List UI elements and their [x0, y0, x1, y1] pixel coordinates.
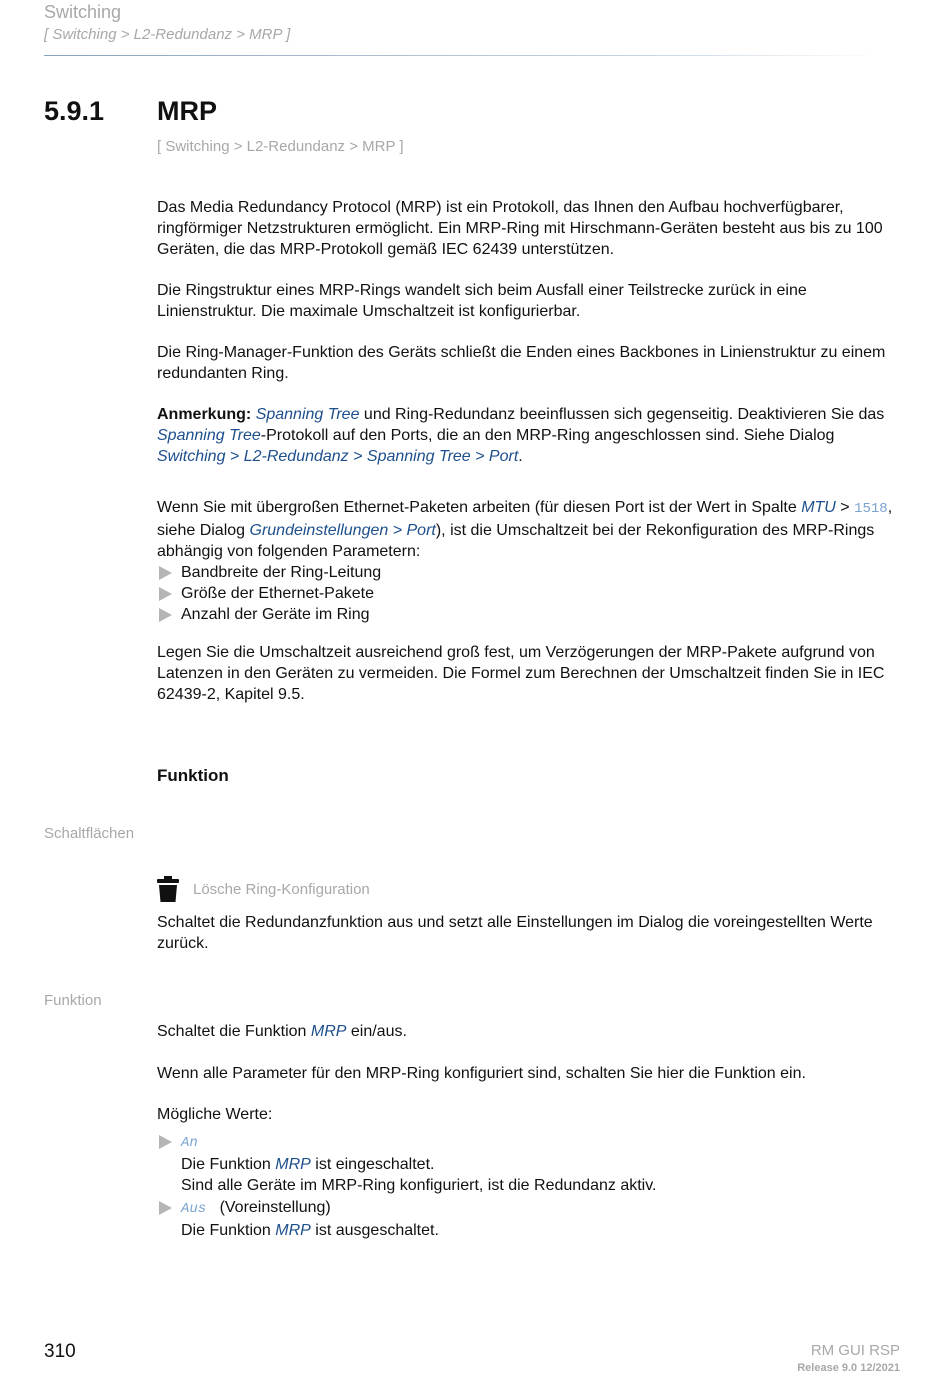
mrp-link[interactable]: MRP: [310, 1023, 347, 1040]
buttons-side-label: Schaltflächen: [44, 825, 135, 842]
option-aus-text-b: ist ausgeschaltet.: [310, 1222, 439, 1239]
option-aus-text-a: Die Funktion: [181, 1222, 276, 1239]
note-text-3: .: [518, 448, 523, 465]
note-paragraph: [157, 404, 907, 467]
list-item: [157, 1131, 907, 1196]
timing-paragraph: Legen Sie die Umschaltzeit ausreichend groß fest, um Verzögerungen der MRP-Pakete aufgrund von Latenzen in den Geräten zu vermeiden. Die Formel zum Berechnen der Umschaltzeit finden Sie in IEC 62439-2, Kapitel 9.5.: [157, 644, 885, 703]
list-item-text: Anzahl der Geräte im Ring: [181, 606, 370, 623]
mtu-value: 1518: [854, 501, 888, 517]
grundeinstellungen-port-link[interactable]: Grundeinstellungen > Port: [249, 522, 436, 539]
option-aus: [157, 1197, 907, 1241]
jumbo-text-4: ), ist die Umschaltzeit bei der Rekonfiguration des MRP-Rings abhängig von folgenden Parametern:: [157, 522, 875, 560]
delete-description: Schaltet die Redundanzfunktion aus und setzt alle Einstellungen im Dialog die voreingestellten Werte zurück.: [157, 914, 873, 952]
running-header-title: Switching: [44, 2, 122, 22]
footer-doc-name: RM GUI RSP: [810, 1342, 900, 1359]
delete-ring-config-label: Lösche Ring-Konfiguration: [193, 880, 370, 898]
option-value-aus: Aus: [181, 1201, 207, 1217]
mrp-link[interactable]: MRP: [275, 1222, 311, 1239]
section-title: MRP: [157, 96, 217, 126]
option-aus-default: (Voreinstellung): [219, 1199, 331, 1216]
note-text-1: und Ring-Redundanz beeinflussen sich gegenseitig. Deaktivieren Sie das: [359, 406, 885, 423]
footer-release: Release 9.0 12/2021: [797, 1362, 900, 1374]
mtu-link[interactable]: MTU: [801, 499, 836, 516]
mrp-link[interactable]: MRP: [275, 1156, 311, 1173]
header-divider: [44, 55, 884, 56]
note-label: Anmerkung:: [157, 406, 252, 423]
funktion-heading: Funktion: [157, 766, 229, 785]
page-number: 310: [44, 1341, 76, 1362]
bullet-triangle-icon: [159, 587, 172, 601]
spanning-tree-link[interactable]: Spanning Tree: [255, 406, 360, 423]
intro-paragraph-3: Die Ring-Manager-Funktion des Geräts schließt die Enden eines Backbones in Linienstruktur zu einem redundanten Ring.: [157, 344, 886, 382]
funktion-paragraph-2: Wenn alle Parameter für den MRP-Ring konfiguriert sind, schalten Sie hier die Funktion ein.: [157, 1065, 806, 1082]
jumbo-text-2: >: [835, 499, 855, 516]
bullet-triangle-icon: [159, 566, 172, 580]
intro-paragraph-2: Die Ringstruktur eines MRP-Rings wandelt sich beim Ausfall einer Teilstrecke zurück in eine Linienstruktur. Die maximale Umschaltzeit ist konfigurierbar.: [157, 282, 807, 320]
list-item-text: Bandbreite der Ring-Leitung: [181, 564, 382, 581]
funktion-paragraph-1: [157, 1021, 907, 1042]
spanning-tree-link-2[interactable]: Spanning Tree: [157, 427, 261, 444]
note-text-2: -Protokoll auf den Ports, die an den MRP-Ring angeschlossen sind. Siehe Dialog: [260, 427, 835, 444]
section-menu-path: [ Switching > L2-Redundanz > MRP ]: [157, 138, 404, 155]
funktion-side-label: Funktion: [44, 992, 102, 1009]
running-header-path: [ Switching > L2-Redundanz > MRP ]: [44, 26, 291, 43]
option-an-text-b: ist eingeschaltet.: [310, 1156, 435, 1173]
option-an: [157, 1131, 907, 1196]
bullet-triangle-icon: [159, 608, 172, 622]
list-item: [157, 1197, 907, 1241]
trash-icon: [157, 876, 179, 902]
possible-values-label: Mögliche Werte:: [157, 1106, 273, 1123]
intro-paragraph-1: Das Media Redundancy Protocol (MRP) ist ein Protokoll, das Ihnen den Aufbau hochverfügbarer, ringförmiger Netzstrukturen ermöglicht. Ein MRP-Ring mit Hirschmann-Geräten besteht aus bis zu 100 Geräten, die das MRP-Protokoll gemäß IEC 62439 unterstützen.: [157, 199, 883, 258]
section-number: 5.9.1: [44, 96, 105, 126]
jumbo-text-1: Wenn Sie mit übergroßen Ethernet-Paketen arbeiten (für diesen Port ist der Wert in Spalte: [157, 499, 802, 516]
option-value-an: An: [181, 1135, 198, 1151]
jumbo-paragraph: [157, 497, 907, 625]
option-an-text-c: Sind alle Geräte im MRP-Ring konfiguriert, ist die Redundanz aktiv.: [181, 1177, 657, 1194]
jumbo-text-3: , siehe Dialog: [157, 499, 893, 539]
list-item-text: Größe der Ethernet-Pakete: [181, 585, 374, 602]
bullet-triangle-icon: [159, 1135, 172, 1149]
list-item: [157, 604, 907, 625]
delete-ring-config-button[interactable]: [157, 874, 370, 904]
bullet-triangle-icon: [159, 1201, 172, 1215]
list-item: [157, 562, 907, 583]
option-an-text-a: Die Funktion: [181, 1156, 276, 1173]
funktion-text-a: Schaltet die Funktion: [157, 1023, 311, 1040]
spanning-tree-port-dialog-link[interactable]: Switching > L2-Redundanz > Spanning Tree > Port: [157, 448, 519, 465]
funktion-text-b: ein/aus.: [346, 1023, 407, 1040]
list-item: [157, 583, 907, 604]
